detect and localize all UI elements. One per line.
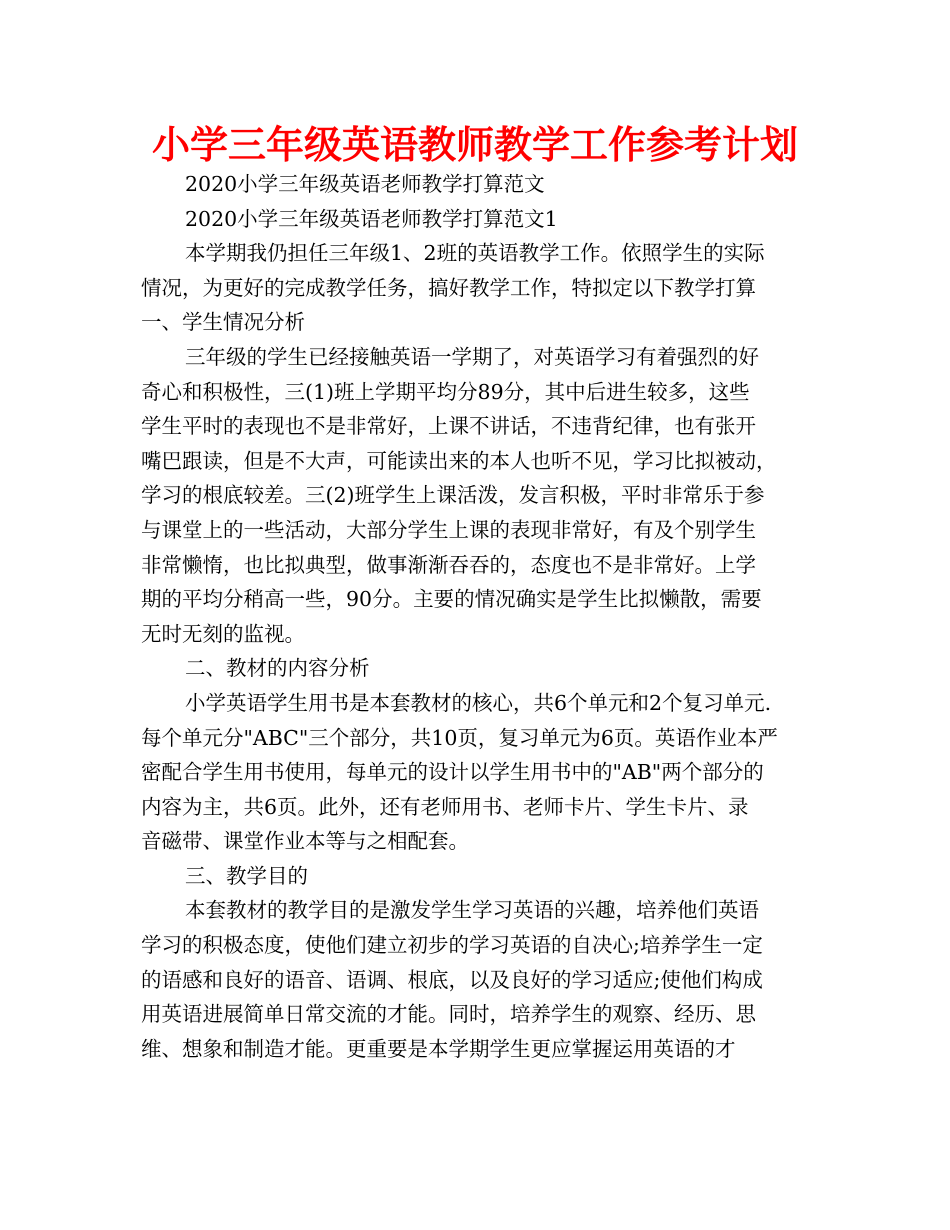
text-line: 无时无刻的监视。 <box>141 621 305 646</box>
text-line: 音磁带、课堂作业本等与之相配套。 <box>141 829 469 854</box>
text-line: 与课堂上的一些活动，大部分学生上课的表现非常好，有及个别学生 <box>141 517 756 542</box>
text-line: 密配合学生用书使用，每单元的设计以学生用书中的"AB"两个部分的 <box>141 760 764 785</box>
text-line: 本套教材的教学目的是激发学生学习英语的兴趣，培养他们英语 <box>185 898 759 923</box>
text-line: 本学期我仍担任三年级1、2班的英语教学工作。依照学生的实际 <box>185 241 765 266</box>
document-title: 小学三年级英语教师教学工作参考计划 <box>151 123 798 167</box>
text-line: 奇心和积极性，三(1)班上学期平均分89分，其中后进生较多，这些 <box>141 379 750 404</box>
text-line: 嘴巴跟读，但是不大声，可能读出来的本人也听不见，学习比拟被动， <box>141 448 777 473</box>
document-body <box>141 167 814 1066</box>
text-line: 学习的积极态度，使他们建立初步的学习英语的自决心;培养学生一定 <box>141 933 763 958</box>
text-line: 2020小学三年级英语老师教学打算范文1 <box>185 206 558 231</box>
section-heading: 三、教学目的 <box>185 863 308 888</box>
text-line: 用英语进展简单日常交流的才能。同时，培养学生的观察、经历、思 <box>141 1002 756 1027</box>
text-line: 情况，为更好的完成教学任务，搞好教学工作，特拟定以下教学打算 <box>141 275 756 300</box>
section-heading: 一、学生情况分析 <box>141 310 305 335</box>
text-line: 学习的根底较差。三(2)班学生上课活泼，发言积极，平时非常乐于参 <box>141 483 765 508</box>
text-line: 学生平时的表现也不是非常好，上课不讲话，不违背纪律，也有张开 <box>141 414 756 439</box>
text-line: 非常懒惰，也比拟典型，做事渐渐吞吞的，态度也不是非常好。上学 <box>141 552 756 577</box>
text-line: 每个单元分"ABC"三个部分，共10页，复习单元为6页。英语作业本严 <box>141 725 778 750</box>
section-heading: 二、教材的内容分析 <box>185 656 370 681</box>
text-line: 的语感和良好的语音、语调、根底，以及良好的学习适应;使他们构成 <box>141 967 763 992</box>
text-line: 期的平均分稍高一些，90分。主要的情况确实是学生比拟懒散，需要 <box>141 587 762 612</box>
text-line: 内容为主，共6页。此外，还有老师用书、老师卡片、学生卡片、录 <box>141 794 749 819</box>
text-line: 2020小学三年级英语老师教学打算范文 <box>185 172 545 196</box>
text-line: 小学英语学生用书是本套教材的核心，共6个单元和2个复习单元. <box>185 690 772 715</box>
text-line: 维、想象和制造才能。更重要是本学期学生更应掌握运用英语的才 <box>141 1036 736 1061</box>
text-line: 三年级的学生已经接触英语一学期了，对英语学习有着强烈的好 <box>185 344 759 369</box>
